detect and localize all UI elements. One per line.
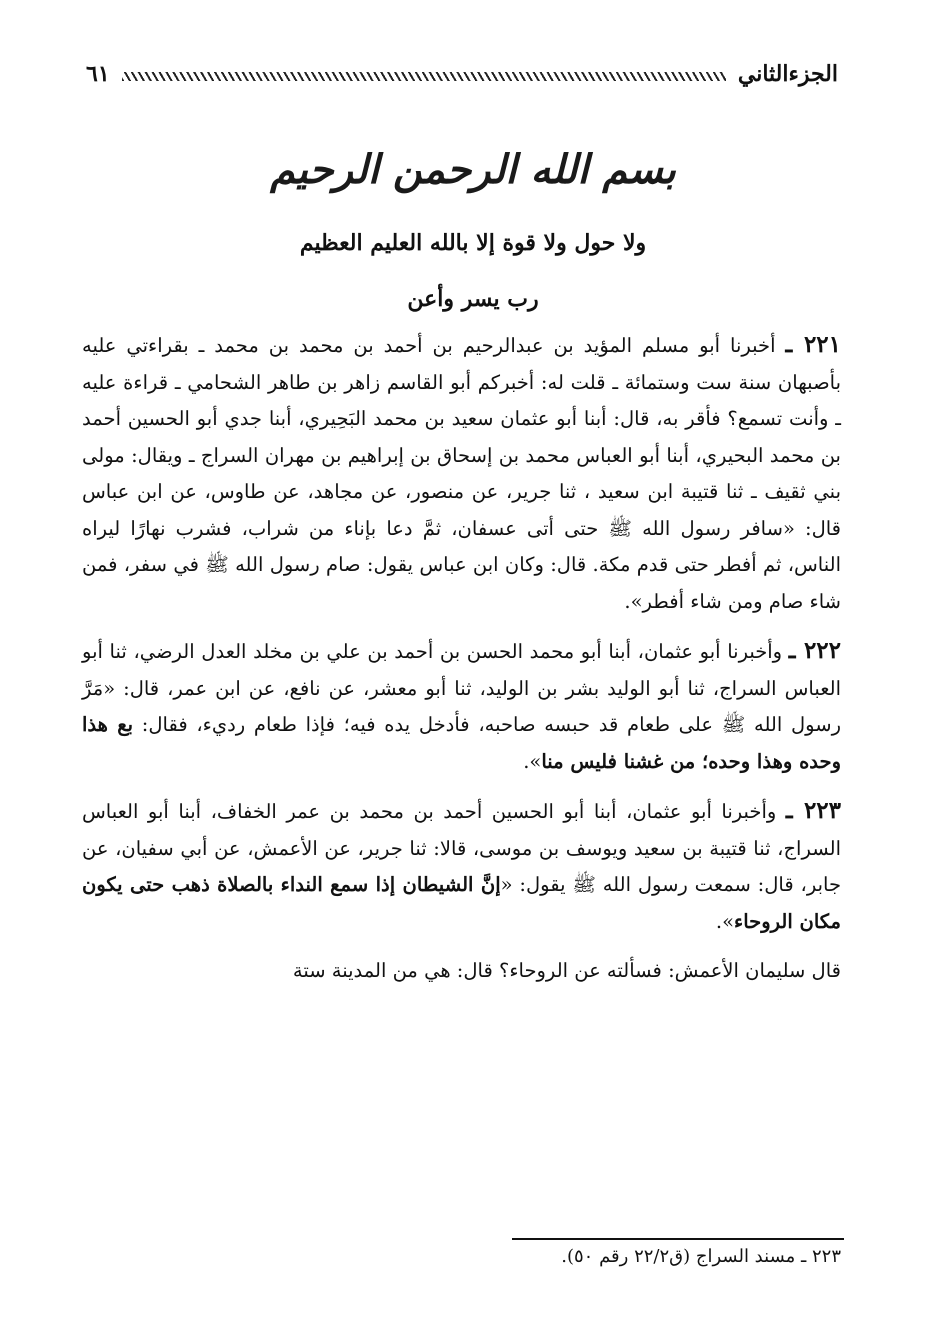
hadith-paragraph xyxy=(82,633,841,780)
supplication-heading: رب يسر وأعن xyxy=(407,286,539,312)
prophetic-text: إنَّ الشيطان إذا سمع النداء بالصلاة ذهب حتى يكون مكان الروحاء xyxy=(82,873,841,933)
hadith-paragraph xyxy=(82,327,841,620)
hadith-number: ٢٢٣ ـ xyxy=(785,797,841,824)
running-title: الجزءالثاني xyxy=(737,61,838,87)
page-number: ٦١ xyxy=(86,61,110,87)
hadith-text: وأخبرنا أبو عثمان، أبنا أبو محمد الحسن بن أحمد بن علي بن مخلد العدل الرضي، ثنا أبو العباس السراج، ثنا أبو الوليد بشر بن الوليد، ثنا أبو معشر، عن نافع، عن ابن عمر، قال: «مَرَّ رسول الله ﷺ على طعام قد حبسه صاحبه، فأدخل يده فيه؛ فإذا طعام رديء، فقال: xyxy=(82,640,842,736)
hadith-text: أخبرنا أبو مسلم المؤيد بن عبدالرحيم بن أحمد بن محمد بن محمد ـ بقراءتي عليه بأصبهان سنة ست وستمائة ـ قلت له: أخبركم أبو القاسم زاهر بن طاهر الشحامي ـ قراءة عليه ـ وأنت تسمع؟ فأقر به، قال: أبنا أبو عثمان سعيد بن محمد البَحِيري، أبنا جدي أبو الحسين أحمد بن محمد البحيري، أبنا أبو العباس محمد بن إسحاق بن إبراهيم بن مهران السراج ـ ويقال: مولى بني ثقيف ـ ثنا قتيبة ابن سعيد ، ثنا جرير، عن منصور، عن مجاهد، عن طاوس، عن ابن عباس قال: «سافر رسول الله ﷺ حتى أتى عسفان، ثمَّ دعا بإناء من شراب، فشرب نهارًا ليراه الناس، ثم أفطر حتى قدم مكة. قال: وكان ابن عباس يقول: صام رسول الله ﷺ في سفر، فمن شاء صام ومن شاء أفطر». xyxy=(82,334,841,613)
hadith-paragraph xyxy=(82,953,841,990)
basmala-calligraphy: بسم الله الرحمن الرحيم xyxy=(270,146,676,193)
footnote-rule xyxy=(512,1238,844,1240)
hadith-text: قال سليمان الأعمش: فسألته عن الروحاء؟ قال: هي من المدينة ستة xyxy=(292,959,841,982)
hadith-number: ٢٢١ ـ xyxy=(785,331,841,358)
hadith-text: وأخبرنا أبو عثمان، أبنا أبو الحسين أحمد بن محمد بن عمر الخفاف، أبنا أبو العباس السراج، ثنا قتيبة بن سعيد ويوسف بن موسى، قالا: ثنا جرير، عن الأعمش، عن أبي سفيان، عن جابر، قال: سمعت رسول الله ﷺ يقول: « xyxy=(82,800,841,896)
running-header xyxy=(86,54,838,94)
hadith-paragraph xyxy=(82,793,841,940)
opening-heading: ولا حول ولا قوة إلا بالله العليم العظيم xyxy=(299,230,647,256)
hadith-number: ٢٢٢ ـ xyxy=(788,637,841,664)
prophetic-text: بع هذا وحده وهذا وحده؛ من غشنا فليس منا xyxy=(82,713,841,773)
hadith-text: ». xyxy=(715,909,735,933)
hadith-body xyxy=(82,327,841,990)
hadith-text: ». xyxy=(523,749,542,773)
header-hatch-rule xyxy=(122,72,726,81)
footnote: ٢٢٣ ـ مسند السراج (ق٢٢/٢ رقم ٥٠). xyxy=(561,1246,841,1267)
